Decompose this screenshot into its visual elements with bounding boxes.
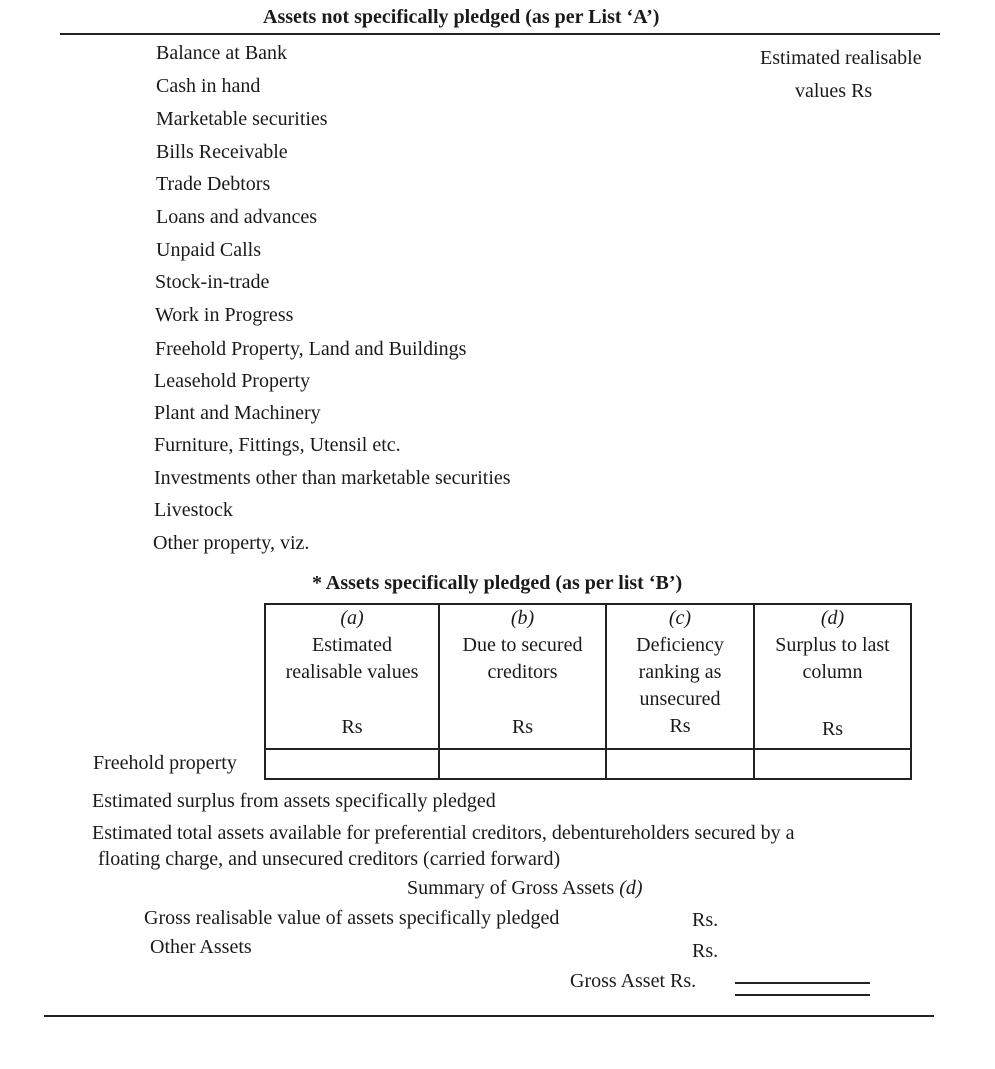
list-item: Stock-in-trade: [155, 271, 270, 293]
column-label-line: ranking as: [638, 661, 722, 683]
column-letter: (b): [510, 607, 535, 629]
table-border-right: [910, 603, 912, 779]
column-b-unit: Rs: [511, 716, 534, 738]
pledged-assets-table: [264, 603, 912, 779]
column-letter: (d): [820, 607, 845, 629]
total-underline-1: [735, 982, 870, 984]
column-letter: (c): [668, 607, 692, 629]
column-label-line: unsecured: [639, 688, 721, 710]
list-item: Freehold Property, Land and Buildings: [155, 338, 467, 360]
list-item: Livestock: [154, 499, 233, 521]
column-label-line: Deficiency: [636, 634, 724, 656]
table-border-bottom: [264, 778, 912, 780]
column-a-unit: Rs: [341, 716, 363, 738]
column-label-line: Surplus to last: [775, 634, 890, 656]
list-item: Furniture, Fittings, Utensil etc.: [154, 434, 401, 456]
estimate-header-line1: Estimated realisable: [760, 47, 922, 69]
column-label-line: creditors: [487, 661, 558, 683]
summary-title: [407, 877, 643, 899]
estimate-header-line2: values Rs: [795, 80, 873, 102]
column-d-unit: Rs: [821, 718, 844, 740]
estimated-total-line2: floating charge, and unsecured creditors (carried forward): [98, 848, 561, 870]
list-item: Bills Receivable: [156, 141, 288, 163]
list-item: Marketable securities: [156, 108, 328, 130]
table-border-mid: [264, 748, 912, 750]
list-item: Balance at Bank: [156, 42, 288, 64]
row-label-freehold: Freehold property: [93, 752, 237, 774]
total-underline-2: [735, 994, 870, 996]
column-d-header: [755, 605, 910, 686]
summary-title-text: Summary of Gross Assets: [407, 877, 615, 899]
column-label-line: realisable values: [285, 661, 419, 683]
column-letter: (a): [340, 607, 364, 629]
list-item: Unpaid Calls: [156, 239, 261, 261]
heading-assets-not-pledged: Assets not specifically pledged (as per List ‘A’): [263, 6, 660, 28]
summary-row1-label: Gross realisable value of assets specifically pledged: [144, 907, 560, 929]
estimated-surplus: Estimated surplus from assets specifically pledged: [92, 790, 496, 812]
heading-assets-pledged: * Assets specifically pledged (as per list ‘B’): [312, 572, 683, 594]
list-item: Plant and Machinery: [154, 402, 321, 424]
summary-row2-label: Other Assets: [150, 936, 252, 958]
list-item: Trade Debtors: [156, 173, 271, 195]
summary-row2-unit: Rs.: [692, 940, 719, 962]
estimated-total-line1: Estimated total assets available for preferential creditors, debentureholders secured by a: [92, 822, 795, 844]
list-item: Leasehold Property: [154, 370, 311, 392]
list-item: Cash in hand: [156, 75, 261, 97]
column-label-line: Due to secured: [462, 634, 583, 656]
summary-total-label: Gross Asset Rs.: [570, 970, 697, 992]
top-rule: [60, 33, 940, 35]
column-a-header: [266, 605, 438, 686]
summary-row1-unit: Rs.: [692, 909, 719, 931]
list-item: Investments other than marketable securities: [154, 467, 511, 489]
column-label-line: column: [802, 661, 863, 683]
column-label-line: Estimated: [312, 634, 392, 656]
list-item: Other property, viz.: [153, 532, 310, 554]
column-b-header: [440, 605, 605, 686]
column-unit: Rs: [669, 715, 691, 737]
column-c-header: [607, 605, 753, 740]
bottom-rule: [44, 1015, 934, 1017]
summary-title-note: (d): [619, 877, 643, 899]
list-item: Work in Progress: [155, 304, 294, 326]
list-item: Loans and advances: [156, 206, 318, 228]
